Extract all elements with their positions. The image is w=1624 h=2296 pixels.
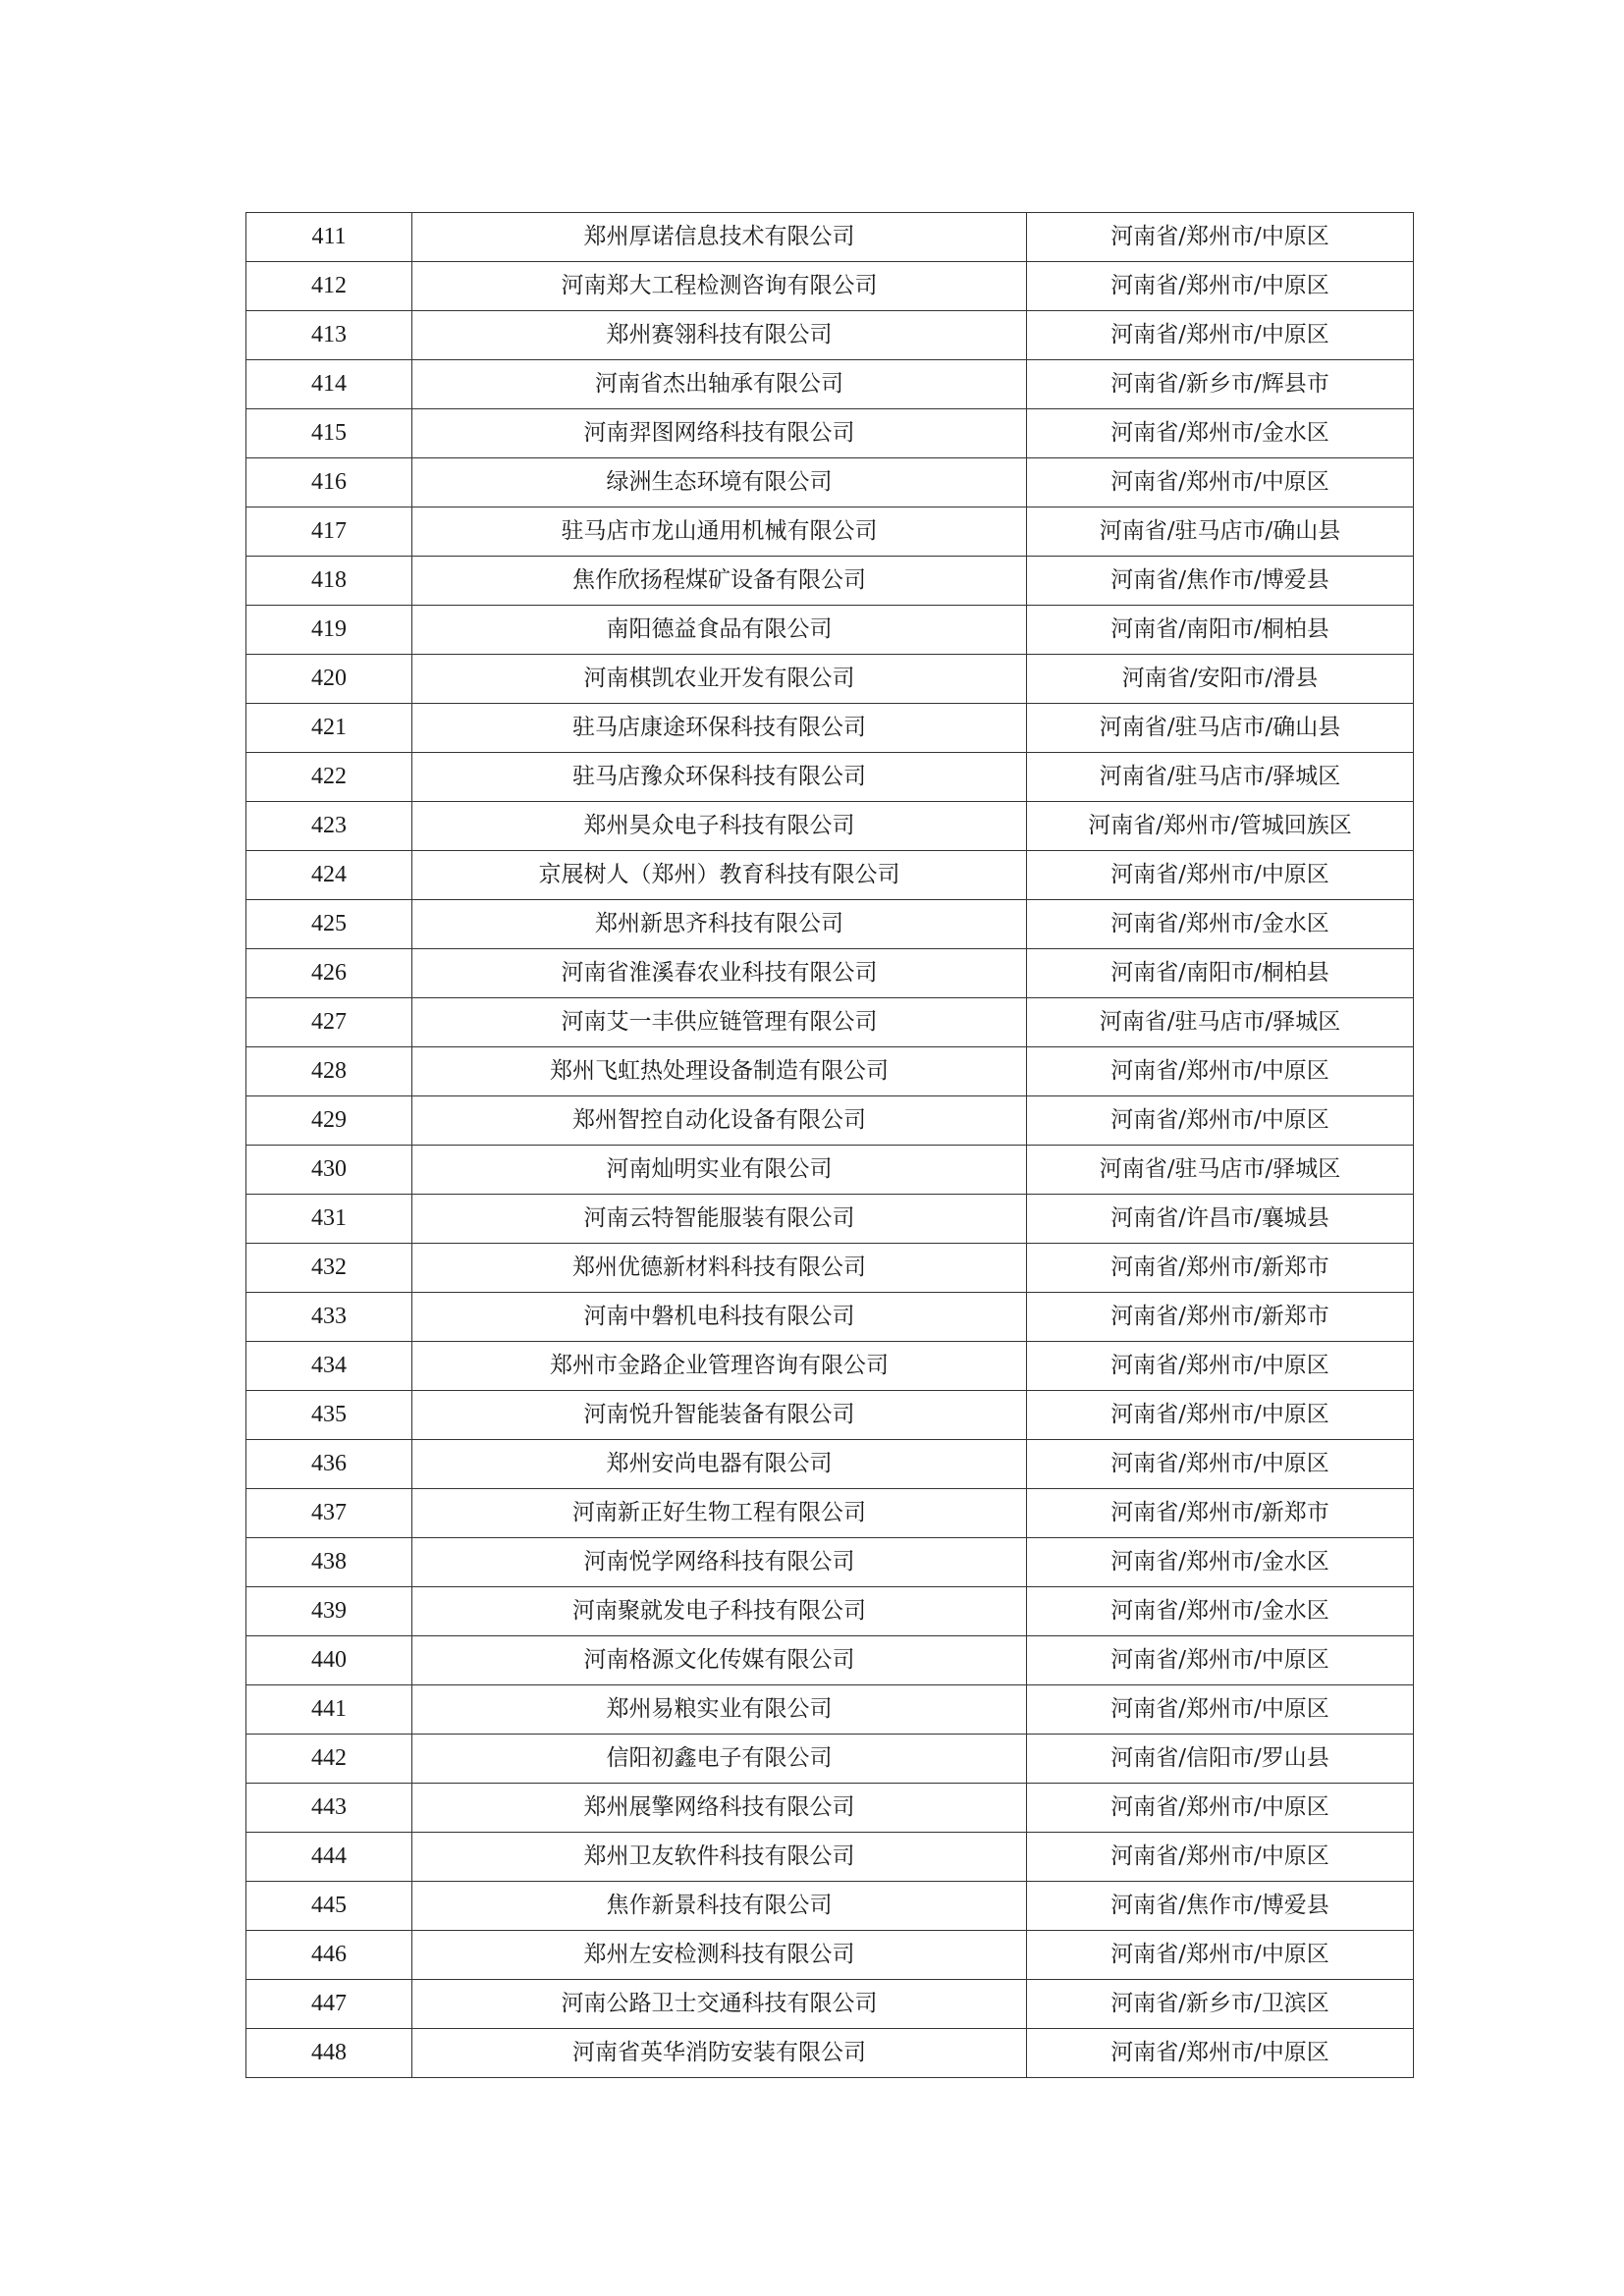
row-number-cell: 444 [246, 1833, 412, 1882]
location-cell: 河南省/郑州市/中原区 [1027, 311, 1414, 360]
table-row [246, 1931, 1414, 1980]
row-number-cell: 447 [246, 1980, 412, 2029]
company-name-cell: 河南悦升智能装备有限公司 [412, 1391, 1027, 1440]
company-name-cell: 京展树人（郑州）教育科技有限公司 [412, 851, 1027, 900]
row-number-cell: 424 [246, 851, 412, 900]
row-number-cell: 441 [246, 1685, 412, 1735]
company-name-cell: 河南云特智能服装有限公司 [412, 1195, 1027, 1244]
location-cell: 河南省/郑州市/新郑市 [1027, 1244, 1414, 1293]
location-cell: 河南省/郑州市/中原区 [1027, 1440, 1414, 1489]
row-number-cell: 423 [246, 802, 412, 851]
company-name-cell: 绿洲生态环境有限公司 [412, 458, 1027, 507]
location-cell: 河南省/驻马店市/驿城区 [1027, 1146, 1414, 1195]
location-cell: 河南省/郑州市/中原区 [1027, 1833, 1414, 1882]
company-name-cell: 河南聚就发电子科技有限公司 [412, 1587, 1027, 1636]
table-row [246, 1587, 1414, 1636]
row-number-cell: 420 [246, 655, 412, 704]
company-name-cell: 河南悦学网络科技有限公司 [412, 1538, 1027, 1587]
company-name-cell: 驻马店市龙山通用机械有限公司 [412, 507, 1027, 557]
company-name-cell: 驻马店豫众环保科技有限公司 [412, 753, 1027, 802]
table-row [246, 213, 1414, 262]
table-row [246, 1735, 1414, 1784]
table-row [246, 1980, 1414, 2029]
table-row [246, 311, 1414, 360]
company-name-cell: 郑州优德新材料科技有限公司 [412, 1244, 1027, 1293]
row-number-cell: 416 [246, 458, 412, 507]
row-number-cell: 436 [246, 1440, 412, 1489]
table-row [246, 1195, 1414, 1244]
table-row [246, 851, 1414, 900]
table-row [246, 1636, 1414, 1685]
company-name-cell: 郑州新思齐科技有限公司 [412, 900, 1027, 949]
row-number-cell: 439 [246, 1587, 412, 1636]
company-name-cell: 河南棋凯农业开发有限公司 [412, 655, 1027, 704]
company-name-cell: 河南艾一丰供应链管理有限公司 [412, 998, 1027, 1047]
location-cell: 河南省/郑州市/中原区 [1027, 1685, 1414, 1735]
location-cell: 河南省/安阳市/滑县 [1027, 655, 1414, 704]
company-name-cell: 焦作欣扬程煤矿设备有限公司 [412, 557, 1027, 606]
row-number-cell: 421 [246, 704, 412, 753]
company-name-cell: 河南格源文化传媒有限公司 [412, 1636, 1027, 1685]
row-number-cell: 412 [246, 262, 412, 311]
location-cell: 河南省/焦作市/博爱县 [1027, 557, 1414, 606]
location-cell: 河南省/郑州市/中原区 [1027, 1931, 1414, 1980]
company-name-cell: 河南省英华消防安装有限公司 [412, 2029, 1027, 2078]
row-number-cell: 440 [246, 1636, 412, 1685]
row-number-cell: 429 [246, 1096, 412, 1146]
table-row [246, 1440, 1414, 1489]
location-cell: 河南省/驻马店市/确山县 [1027, 507, 1414, 557]
company-name-cell: 河南羿图网络科技有限公司 [412, 409, 1027, 458]
table-row [246, 1293, 1414, 1342]
location-cell: 河南省/郑州市/金水区 [1027, 409, 1414, 458]
company-name-cell: 郑州安尚电器有限公司 [412, 1440, 1027, 1489]
location-cell: 河南省/郑州市/中原区 [1027, 262, 1414, 311]
row-number-cell: 431 [246, 1195, 412, 1244]
row-number-cell: 448 [246, 2029, 412, 2078]
company-name-cell: 河南新正好生物工程有限公司 [412, 1489, 1027, 1538]
location-cell: 河南省/郑州市/中原区 [1027, 1784, 1414, 1833]
table-row [246, 606, 1414, 655]
row-number-cell: 433 [246, 1293, 412, 1342]
location-cell: 河南省/郑州市/新郑市 [1027, 1293, 1414, 1342]
company-name-cell: 信阳初鑫电子有限公司 [412, 1735, 1027, 1784]
company-name-cell: 郑州厚诺信息技术有限公司 [412, 213, 1027, 262]
location-cell: 河南省/郑州市/中原区 [1027, 1047, 1414, 1096]
company-name-cell: 驻马店康途环保科技有限公司 [412, 704, 1027, 753]
table-row [246, 655, 1414, 704]
table-row [246, 949, 1414, 998]
table-row [246, 1882, 1414, 1931]
location-cell: 河南省/郑州市/金水区 [1027, 900, 1414, 949]
table-row [246, 409, 1414, 458]
row-number-cell: 425 [246, 900, 412, 949]
location-cell: 河南省/驻马店市/驿城区 [1027, 753, 1414, 802]
table-row [246, 360, 1414, 409]
location-cell: 河南省/郑州市/中原区 [1027, 1636, 1414, 1685]
company-name-cell: 郑州易粮实业有限公司 [412, 1685, 1027, 1735]
company-name-cell: 郑州智控自动化设备有限公司 [412, 1096, 1027, 1146]
table-row [246, 1096, 1414, 1146]
table-row [246, 557, 1414, 606]
table-row [246, 998, 1414, 1047]
row-number-cell: 430 [246, 1146, 412, 1195]
location-cell: 河南省/郑州市/中原区 [1027, 851, 1414, 900]
row-number-cell: 446 [246, 1931, 412, 1980]
location-cell: 河南省/南阳市/桐柏县 [1027, 606, 1414, 655]
company-name-cell: 郑州卫友软件科技有限公司 [412, 1833, 1027, 1882]
location-cell: 河南省/驻马店市/确山县 [1027, 704, 1414, 753]
row-number-cell: 443 [246, 1784, 412, 1833]
location-cell: 河南省/信阳市/罗山县 [1027, 1735, 1414, 1784]
location-cell: 河南省/郑州市/新郑市 [1027, 1489, 1414, 1538]
row-number-cell: 438 [246, 1538, 412, 1587]
location-cell: 河南省/郑州市/中原区 [1027, 213, 1414, 262]
location-cell: 河南省/郑州市/中原区 [1027, 1391, 1414, 1440]
location-cell: 河南省/郑州市/金水区 [1027, 1587, 1414, 1636]
row-number-cell: 419 [246, 606, 412, 655]
location-cell: 河南省/南阳市/桐柏县 [1027, 949, 1414, 998]
table-row [246, 1833, 1414, 1882]
row-number-cell: 445 [246, 1882, 412, 1931]
row-number-cell: 434 [246, 1342, 412, 1391]
row-number-cell: 413 [246, 311, 412, 360]
row-number-cell: 435 [246, 1391, 412, 1440]
location-cell: 河南省/新乡市/卫滨区 [1027, 1980, 1414, 2029]
row-number-cell: 426 [246, 949, 412, 998]
table-row [246, 1489, 1414, 1538]
company-name-cell: 郑州昊众电子科技有限公司 [412, 802, 1027, 851]
table-row [246, 507, 1414, 557]
row-number-cell: 442 [246, 1735, 412, 1784]
company-name-cell: 河南省淮溪春农业科技有限公司 [412, 949, 1027, 998]
company-name-cell: 郑州左安检测科技有限公司 [412, 1931, 1027, 1980]
location-cell: 河南省/郑州市/管城回族区 [1027, 802, 1414, 851]
company-name-cell: 郑州飞虹热处理设备制造有限公司 [412, 1047, 1027, 1096]
table-body [246, 213, 1414, 2078]
row-number-cell: 437 [246, 1489, 412, 1538]
table-row [246, 1538, 1414, 1587]
company-name-cell: 郑州赛翎科技有限公司 [412, 311, 1027, 360]
row-number-cell: 415 [246, 409, 412, 458]
location-cell: 河南省/郑州市/中原区 [1027, 1096, 1414, 1146]
company-name-cell: 郑州市金路企业管理咨询有限公司 [412, 1342, 1027, 1391]
table-row [246, 1146, 1414, 1195]
table-row [246, 458, 1414, 507]
location-cell: 河南省/郑州市/中原区 [1027, 458, 1414, 507]
company-name-cell: 河南灿明实业有限公司 [412, 1146, 1027, 1195]
table-row [246, 704, 1414, 753]
company-name-cell: 河南公路卫士交通科技有限公司 [412, 1980, 1027, 2029]
row-number-cell: 428 [246, 1047, 412, 1096]
location-cell: 河南省/郑州市/金水区 [1027, 1538, 1414, 1587]
table-row [246, 1391, 1414, 1440]
row-number-cell: 422 [246, 753, 412, 802]
table-row [246, 1784, 1414, 1833]
table-row [246, 900, 1414, 949]
row-number-cell: 417 [246, 507, 412, 557]
location-cell: 河南省/焦作市/博爱县 [1027, 1882, 1414, 1931]
row-number-cell: 432 [246, 1244, 412, 1293]
company-name-cell: 河南省杰出轴承有限公司 [412, 360, 1027, 409]
table-row [246, 2029, 1414, 2078]
table-row [246, 802, 1414, 851]
company-name-cell: 南阳德益食品有限公司 [412, 606, 1027, 655]
location-cell: 河南省/许昌市/襄城县 [1027, 1195, 1414, 1244]
location-cell: 河南省/驻马店市/驿城区 [1027, 998, 1414, 1047]
row-number-cell: 418 [246, 557, 412, 606]
company-name-cell: 郑州展擎网络科技有限公司 [412, 1784, 1027, 1833]
table-row [246, 1047, 1414, 1096]
row-number-cell: 427 [246, 998, 412, 1047]
table-row [246, 753, 1414, 802]
company-name-cell: 河南郑大工程检测咨询有限公司 [412, 262, 1027, 311]
table-row [246, 1685, 1414, 1735]
location-cell: 河南省/郑州市/中原区 [1027, 2029, 1414, 2078]
row-number-cell: 411 [246, 213, 412, 262]
row-number-cell: 414 [246, 360, 412, 409]
company-name-cell: 焦作新景科技有限公司 [412, 1882, 1027, 1931]
table-row [246, 1244, 1414, 1293]
table-row [246, 262, 1414, 311]
location-cell: 河南省/新乡市/辉县市 [1027, 360, 1414, 409]
company-name-cell: 河南中磐机电科技有限公司 [412, 1293, 1027, 1342]
table-row [246, 1342, 1414, 1391]
location-cell: 河南省/郑州市/中原区 [1027, 1342, 1414, 1391]
company-list-table [245, 212, 1414, 2078]
